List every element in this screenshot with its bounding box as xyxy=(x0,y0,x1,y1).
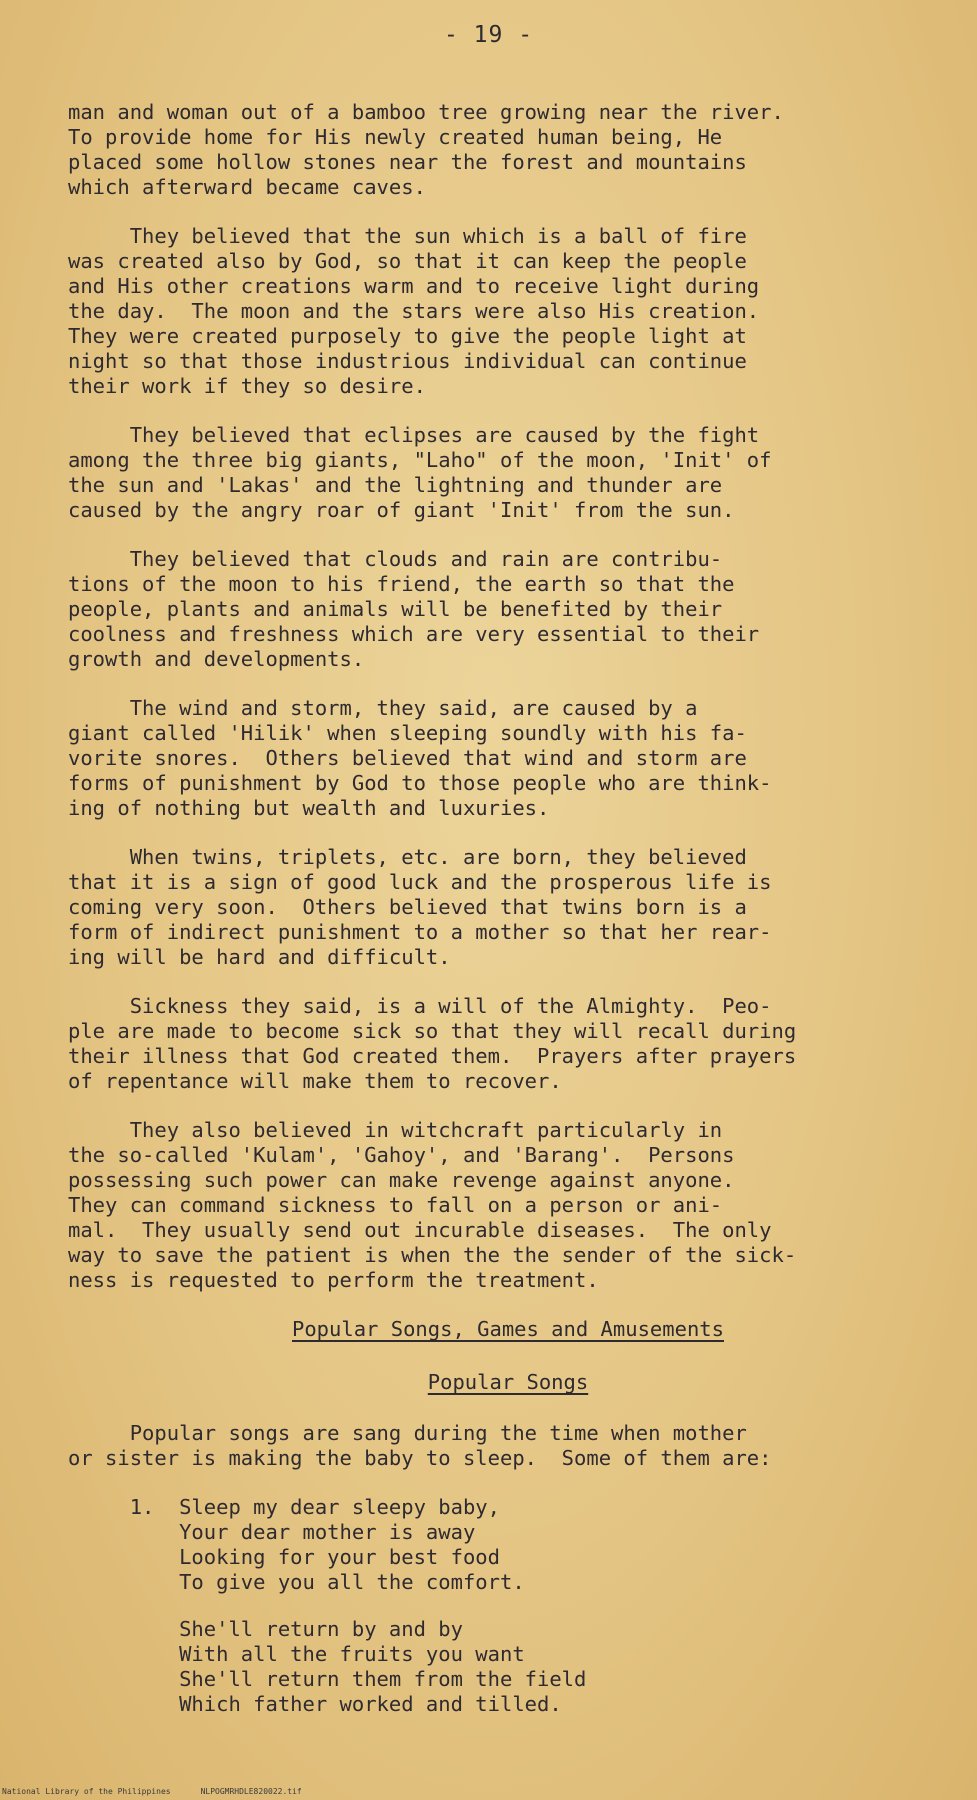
paragraph-creation: man and woman out of a bamboo tree growing near the river. To provide home for His newly created human being, He placed some hollow stones near the forest and mountains which afterward became caves. xyxy=(68,100,784,199)
paragraph-sun: They believed that the sun which is a ball of fire was created also by God, so that it can keep the people and His other creations warm and to receive light during the day. The moon and the stars were also His creation. They were created purposely to give the people light at night so that those industrious individual can continue their work if they so desire. xyxy=(68,224,760,398)
paragraph-songs-intro: Popular songs are sang during the time when mother or sister is making the baby to sleep. Some of them are: xyxy=(68,1421,772,1470)
poem-stanza-2: She'll return by and by With all the fruits you want She'll return them from the field Which father worked and tilled. xyxy=(179,1617,587,1716)
paragraph-clouds: They believed that clouds and rain are contribu- tions of the moon to his friend, the earth so that the people, plants and animals will be benefited by their coolness and freshness which are very essential to their growth and developments. xyxy=(68,547,760,671)
footer-library: National Library of the Philippines xyxy=(2,1787,171,1796)
page-number: - 19 - xyxy=(443,22,534,48)
paragraph-witchcraft: They also believed in witchcraft particularly in the so-called 'Kulam', 'Gahoy', and 'Barang'. Persons possessing such power can make revenge against anyone. They can command sickness to fall on a person or ani- mal. They usually send out incurable diseases. The only way to save the patient is when the the sender of the sick- ness is requested to perform the treatment. xyxy=(68,1118,797,1292)
section-heading xyxy=(68,1317,948,1342)
paragraph-wind: The wind and storm, they said, are caused by a giant called 'Hilik' when sleeping soundly with his fa- vorite snores. Others believed that wind and storm are forms of punishment by God to those people who are think- ing of nothing but wealth and luxuries. xyxy=(68,696,772,820)
paragraph-eclipses: They believed that eclipses are caused by the fight among the three big giants, "Laho" of the moon, 'Init' of the sun and 'Lakas' and the lightning and thunder are caused by the angry roar of giant 'Init' from the sun. xyxy=(68,423,772,522)
paragraph-sickness: Sickness they said, is a will of the Almighty. Peo- ple are made to become sick so that they will recall during their illness that God created them. Prayers after prayers of repentance will make them to recover. xyxy=(68,994,797,1093)
scan-footer xyxy=(0,1787,977,1796)
subsection-heading xyxy=(68,1370,948,1395)
footer-filename: NLPOGMRHDLE820022.tif xyxy=(200,1787,302,1796)
subsection-heading-text: Popular Songs xyxy=(427,1370,589,1394)
body-text xyxy=(68,100,948,1739)
section-heading-text: Popular Songs, Games and Amusements xyxy=(292,1317,724,1341)
poem-stanza-1: 1. Sleep my dear sleepy baby, Your dear mother is away Looking for your best food To give you all the comfort. xyxy=(129,1495,525,1594)
paragraph-twins: When twins, triplets, etc. are born, they believed that it is a sign of good luck and the prosperous life is coming very soon. Others believed that twins born is a form of indirect punishment to a mother so that her rear- ing will be hard and difficult. xyxy=(68,845,772,969)
